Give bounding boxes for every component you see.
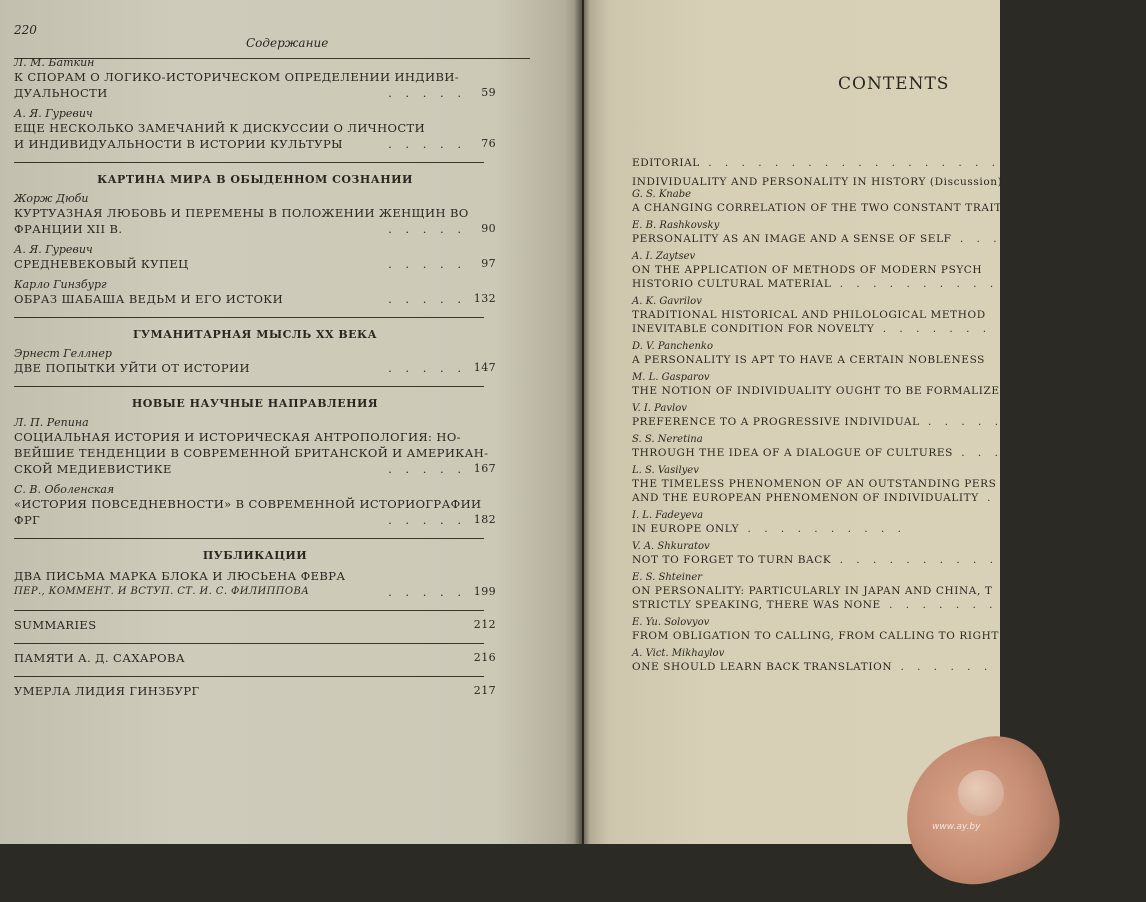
left-page-header [14,20,502,50]
entry-title-line [14,291,496,307]
entry-title-line [632,553,1002,567]
leader-dots: . . . . . . . . . . [739,523,906,535]
entry-page-number: 132 [473,292,496,305]
entry-title-line [14,69,496,85]
entry-page-number: 199 [473,585,496,598]
entry-author: A. Vict. Mikhaylov [632,648,725,659]
contents-entry [632,189,1002,215]
entry-page-number: 76 [481,137,496,150]
entry-title-text: A CHANGING CORRELATION OF THE TWO CONSTANT TRAIT [632,202,1002,214]
entry-title-line [14,496,496,512]
entry-title-text: ПАМЯТИ А. Д. САХАРОВА [14,651,185,665]
entry-author: Эрнест Геллнер [14,347,112,360]
toc-entry [14,650,496,666]
entry-rule [14,676,484,677]
entry-title-line [14,120,496,136]
entry-title-text: THROUGH THE IDEA OF A DIALOGUE OF CULTURES [632,447,953,459]
leader-dots: . . . . . . . . . . [951,233,1119,245]
entry-rule [14,610,484,611]
toc-entry [14,683,496,699]
entry-title-line [14,461,496,477]
contents-entry [632,572,1048,612]
entry-title-line [14,205,496,221]
entry-author: С. В. Оболенская [14,483,115,496]
entry-title-line [14,221,496,237]
editorial-title: EDITORIAL [632,157,700,169]
entry-title-line [632,277,1002,291]
entry-title-line [14,360,496,376]
section-heading: КАРТИНА МИРА В ОБЫДЕННОМ СОЗНАНИИ [97,173,413,186]
entry-title-text: THE NOTION OF INDIVIDUALITY OUGHT TO BE FORMALIZE [632,385,1000,397]
leader-dots: . . . . . . . . . . [952,447,1120,459]
contents-entry [632,617,1002,643]
entry-author: A. I. Zaytsev [632,251,696,262]
contents-entry [632,251,1002,291]
entry-page-number: 216 [473,651,496,664]
entry-author: I. L. Fadeyeva [632,510,704,521]
entry-title-text: STRICTLY SPEAKING, THERE WAS NONE [632,599,881,611]
contents-entry [632,372,1002,398]
entry-title-text: PREFERENCE TO A PROGRESSIVE INDIVIDUAL [632,416,920,428]
toc-entry [14,617,496,633]
entry-title-text: СКОЙ МЕДИЕВИСТИКЕ [14,462,172,476]
entry-author: M. L. Gasparov [632,372,710,383]
entry-title-line [14,429,496,445]
leader-dots: . . . . . [388,222,466,236]
leader-dots: . . . . . [388,292,466,306]
entry-author: V. I. Pavlov [632,403,687,414]
entry-title-line [632,584,1002,598]
entry-title-text: PERSONALITY AS AN IMAGE AND A SENSE OF SELF [632,233,952,245]
section-rule [14,538,484,539]
entry-title-line [632,477,1002,491]
entry-author: S. S. Neretina [632,434,703,445]
toc-entry [14,107,496,152]
entry-author: E. Yu. Solovyov [632,617,710,628]
leader-dots: . . . . . . . . . . . . . . . . . . [699,157,1001,169]
entry-page-number: 217 [473,684,496,697]
contents-entry [632,296,1042,336]
entry-title-text: ON THE APPLICATION OF METHODS OF MODERN PSYCH [632,264,983,276]
entry-title-text: TRADITIONAL HISTORICAL AND PHILOLOGICAL METHOD [632,309,986,321]
entry-title-text: ONE SHOULD LEARN BACK TRANSLATION [632,661,893,673]
leader-dots: . . . . . [388,137,466,151]
running-title: Содержание [246,36,329,50]
contents-entry [632,648,1059,674]
entry-page-number: 90 [481,222,496,235]
entry-title-text: ДВЕ ПОПЫТКИ УЙТИ ОТ ИСТОРИИ [14,361,250,375]
leader-dots: . . . . . . . . . . [919,416,1087,428]
entry-title-text: СОЦИАЛЬНАЯ ИСТОРИЯ И ИСТОРИЧЕСКАЯ АНТРОПОЛОГИЯ: НО- [14,430,461,444]
entry-author: V. A. Shkuratov [632,541,710,552]
entry-page-number: 167 [473,462,496,475]
editorial-line [632,156,1002,170]
leader-dots: . . . . . . . . . . [978,492,1146,504]
leader-dots: . . . . . . . . . . [831,278,999,290]
entry-title-text: ЕЩЕ НЕСКОЛЬКО ЗАМЕЧАНИЙ К ДИСКУССИИ О ЛИЧНОСТИ [14,121,426,135]
leader-dots: . . . . . . . . . . [880,599,1048,611]
toc-entry [14,243,496,272]
entry-title-line [632,263,1002,277]
entry-title-line [632,446,1120,460]
page-number: 220 [14,23,37,37]
section-rule [14,317,484,318]
left-toc-list [14,56,496,699]
section-rule [14,162,484,163]
entry-title-line [14,256,496,272]
leader-dots: . . . . . [388,585,466,599]
section-heading: ГУМАНИТАРНАЯ МЫСЛЬ XX ВЕКА [132,328,378,341]
entry-title-text: ДВА ПИСЬМА МАРКА БЛОКА И ЛЮСЬЕНА ФЕВРА [14,569,346,583]
entry-title-text: ФРАНЦИИ XII В. [14,222,123,236]
entry-title-text: SUMMARIES [14,618,97,632]
toc-entry [14,568,496,600]
entry-author: Л. П. Репина [14,416,89,429]
leader-dots: . . . . . [388,462,466,476]
entry-subtitle: ПЕР., КОММЕНТ. И ВСТУП. СТ. И. С. ФИЛИППОВА [14,586,310,597]
toc-entry [14,56,496,101]
entry-title-line [14,568,496,584]
leader-dots: . . . . . . . . . . [874,323,1042,335]
entry-author: Жорж Дюби [14,192,89,205]
contents-entry [632,510,1002,536]
book-gutter [574,0,590,844]
contents-entry [632,341,1002,367]
toc-entry [14,347,496,376]
entry-page-number: 182 [473,513,496,526]
entry-author: А. Я. Гуревич [14,107,93,120]
entry-title-line [632,491,1146,505]
contents-entry [632,403,1087,429]
toc-entry [14,278,496,307]
entry-author: Л. М. Баткин [14,56,95,69]
entry-title-line [632,322,1042,336]
entry-title-text: ВЕЙШИЕ ТЕНДЕНЦИИ В СОВРЕМЕННОЙ БРИТАНСКОЙ И АМЕРИКАН- [14,446,489,460]
leader-dots: . . . . . . . . . . [831,554,999,566]
entry-title-text: «ИСТОРИЯ ПОВСЕДНЕВНОСТИ» В СОВРЕМЕННОЙ ИСТОРИОГРАФИИ [14,497,482,511]
entry-title-text: КУРТУАЗНАЯ ЛЮБОВЬ И ПЕРЕМЕНЫ В ПОЛОЖЕНИИ ЖЕНЩИН ВО [14,206,469,220]
leader-dots: . . . . . [388,361,466,375]
right-toc-list [632,156,1146,679]
section-heading: INDIVIDUALITY AND PERSONALITY IN HISTORY (Discussion) [632,176,1003,188]
entry-author: D. V. Panchenko [632,341,714,352]
section-heading: НОВЫЕ НАУЧНЫЕ НАПРАВЛЕНИЯ [131,397,379,410]
toc-entry [14,483,496,528]
entry-title-line [632,415,1087,429]
entry-subtitle-line [14,584,496,600]
entry-title-text: УМЕРЛА ЛИДИЯ ГИНЗБУРГ [14,684,200,698]
toc-entry [14,192,496,237]
entry-title-text: INEVITABLE CONDITION FOR NOVELTY [632,323,875,335]
entry-author: G. S. Knabe [632,189,692,200]
leader-dots: . . . . . [388,257,466,271]
entry-author: E. S. Shteiner [632,572,703,583]
contents-entry [632,465,1146,505]
thumbnail-nail [958,770,1004,816]
entry-title-line [632,660,1059,674]
entry-title-text: ФРГ [14,513,41,527]
left-page-content [14,20,502,698]
entry-author: А. Я. Гуревич [14,243,93,256]
entry-title-line [632,384,1002,398]
entry-title-line [14,85,496,101]
contents-entry [632,434,1120,460]
entry-title-line [14,512,496,528]
entry-page-number: 97 [481,257,496,270]
entry-title-text: IN EUROPE ONLY [632,523,740,535]
section-heading: ПУБЛИКАЦИИ [202,549,308,562]
entry-title-line [632,353,1002,367]
entry-title-line [632,201,1002,215]
entry-page-number: 147 [473,361,496,374]
watermark: www.ay.by [932,822,981,832]
entry-title-text: СРЕДНЕВЕКОВЫЙ КУПЕЦ [14,257,189,271]
section-rule [14,386,484,387]
contents-heading: CONTENTS [838,74,950,94]
entry-title-line [632,308,1002,322]
contents-entry [632,220,1119,246]
entry-title-text: THE TIMELESS PHENOMENON OF AN OUTSTANDING PERS [632,478,997,490]
entry-title-text: ОБРАЗ ШАБАША ВЕДЬМ И ЕГО ИСТОКИ [14,292,284,306]
entry-page-number: 212 [473,618,496,631]
entry-title-text: ДУАЛЬНОСТИ [14,86,108,100]
toc-entry [14,416,496,477]
entry-author: A. K. Gavrilov [632,296,702,307]
entry-author: E. B. Rashkovsky [632,220,720,231]
entry-title-line [632,232,1119,246]
leader-dots: . . . . . . . . . . [892,661,1059,673]
entry-title-line [14,445,496,461]
entry-title-text: NOT TO FORGET TO TURN BACK [632,554,832,566]
leader-dots: . . . . . [388,513,466,527]
entry-title-text: AND THE EUROPEAN PHENOMENON OF INDIVIDUALITY [632,492,979,504]
entry-title-line [632,598,1048,612]
leader-dots: . . . . . [388,86,466,100]
entry-title-line [14,136,496,152]
entry-title-text: A PERSONALITY IS APT TO HAVE A CERTAIN NOBLENESS [632,354,985,366]
entry-title-text: HISTORIO CULTURAL MATERIAL [632,278,832,290]
entry-title-line [632,522,1002,536]
contents-entry [632,541,1002,567]
entry-title-text: FROM OBLIGATION TO CALLING, FROM CALLING TO RIGHT [632,630,1000,642]
entry-title-text: К СПОРАМ О ЛОГИКО-ИСТОРИЧЕСКОМ ОПРЕДЕЛЕНИИ ИНДИВИ- [14,70,460,84]
entry-page-number: 59 [481,86,496,99]
entry-title-text: ON PERSONALITY: PARTICULARLY IN JAPAN AND CHINA, T [632,585,993,597]
entry-author: L. S. Vasilyev [632,465,699,476]
entry-author: Карло Гинзбург [14,278,107,291]
entry-rule [14,643,484,644]
entry-title-line [632,629,1002,643]
entry-title-text: И ИНДИВИДУАЛЬНОСТИ В ИСТОРИИ КУЛЬТУРЫ [14,137,343,151]
